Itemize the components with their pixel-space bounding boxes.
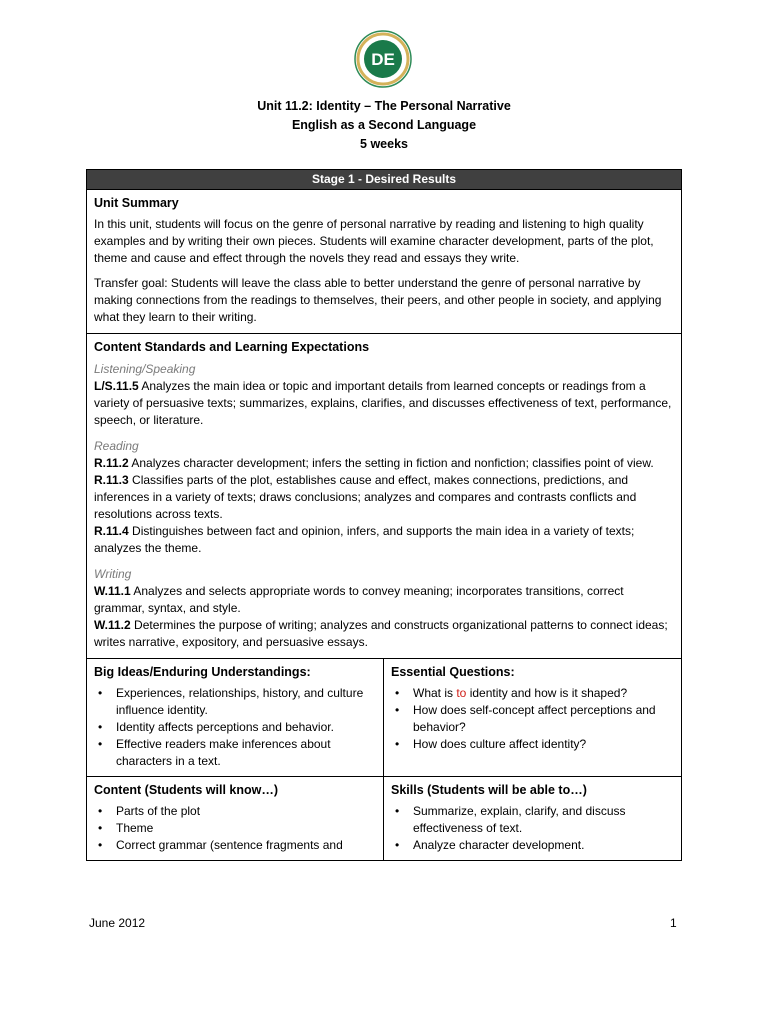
skills-cell (384, 777, 681, 860)
standard-item: R.11.2 Analyzes character development; infers the setting in fiction and nonfiction; classifies point of view. (94, 456, 654, 470)
reading-heading: Reading (94, 439, 139, 453)
standard-item: R.11.4 Distinguishes between fact and opinion, infers, and supports the main idea in a variety of texts; analyzes the theme. (94, 524, 635, 555)
unit-title: Unit 11.2: Identity – The Personal Narrative (257, 99, 511, 113)
list-item: • Analyze character development. (391, 837, 674, 854)
standard-item: L/S.11.5 Analyzes the main idea or topic and important details from learned concepts or readings from a variety of persuasive texts; summarizes, explains, clarifies, and discusses effectiveness of text, performance, speech, or literature. (94, 379, 672, 427)
unit-plan-table (86, 169, 682, 861)
essential-questions-cell (384, 659, 681, 776)
ideas-questions-row (87, 659, 681, 777)
list-item: • Theme (94, 820, 376, 837)
list-item: • Experiences, relationships, history, and culture influence identity. (94, 685, 376, 719)
list-item: • Correct grammar (sentence fragments and (94, 837, 376, 854)
unit-summary-section (87, 190, 681, 334)
big-ideas-cell (87, 659, 384, 776)
big-ideas-title: Big Ideas/Enduring Understandings: (94, 665, 311, 679)
highlighted-word: to (456, 686, 467, 700)
essential-questions-list (391, 685, 674, 753)
stage-header: Stage 1 - Desired Results (87, 170, 681, 190)
content-list (94, 803, 376, 854)
list-item: • How does culture affect identity? (391, 736, 674, 753)
department-logo (354, 30, 412, 88)
skills-list (391, 803, 674, 854)
list-item: • Identity affects perceptions and behavior. (94, 719, 376, 736)
transfer-goal-text: Transfer goal: Students will leave the class able to better understand the genre of personal narrative by making connections from the readings to themselves, their peers, and other people in society, and applying what they learn to their writing. (94, 276, 662, 324)
content-cell (87, 777, 384, 860)
unit-summary-text: In this unit, students will focus on the genre of personal narrative by reading and listening to high quality examples and by writing their own pieces. Students will examine character development, parts of the plot, theme and cause and effect through the novels they read and essays they write. (94, 217, 654, 265)
list-item: • What is to identity and how is it shaped? (391, 685, 674, 702)
course-name: English as a Second Language (291, 118, 477, 132)
logo-letters: DE (371, 50, 395, 69)
footer-date: June 2012 (89, 916, 146, 930)
page-number: 1 (670, 916, 677, 930)
standards-section (87, 334, 681, 659)
unit-summary-title: Unit Summary (94, 196, 179, 210)
standard-item: W.11.2 Determines the purpose of writing; analyzes and constructs organizational patterns to connect ideas; writes narrative, expository, and persuasive essays. (94, 618, 668, 649)
essential-questions-title: Essential Questions: (391, 665, 515, 679)
duration: 5 weeks (360, 137, 408, 151)
standards-title: Content Standards and Learning Expectations (94, 340, 370, 354)
list-item: • Effective readers make inferences about characters in a text. (94, 736, 376, 770)
document-title (0, 97, 768, 154)
skills-title: Skills (Students will be able to…) (391, 783, 587, 797)
listening-heading: Listening/Speaking (94, 362, 196, 376)
content-skills-row (87, 777, 681, 860)
list-item: • Parts of the plot (94, 803, 376, 820)
big-ideas-list (94, 685, 376, 770)
writing-heading: Writing (94, 567, 132, 581)
standard-item: W.11.1 Analyzes and selects appropriate words to convey meaning; incorporates transitions, correct grammar, syntax, and style. (94, 584, 624, 615)
list-item: • Summarize, explain, clarify, and discuss effectiveness of text. (391, 803, 674, 837)
list-item: • How does self-concept affect perceptions and behavior? (391, 702, 674, 736)
content-title: Content (Students will know…) (94, 783, 279, 797)
standard-item: R.11.3 Classifies parts of the plot, establishes cause and effect, makes connections, predictions, and inferences in a variety of texts; draws conclusions; analyzes and compares and contrasts conflicts and resolutions across texts. (94, 473, 637, 521)
